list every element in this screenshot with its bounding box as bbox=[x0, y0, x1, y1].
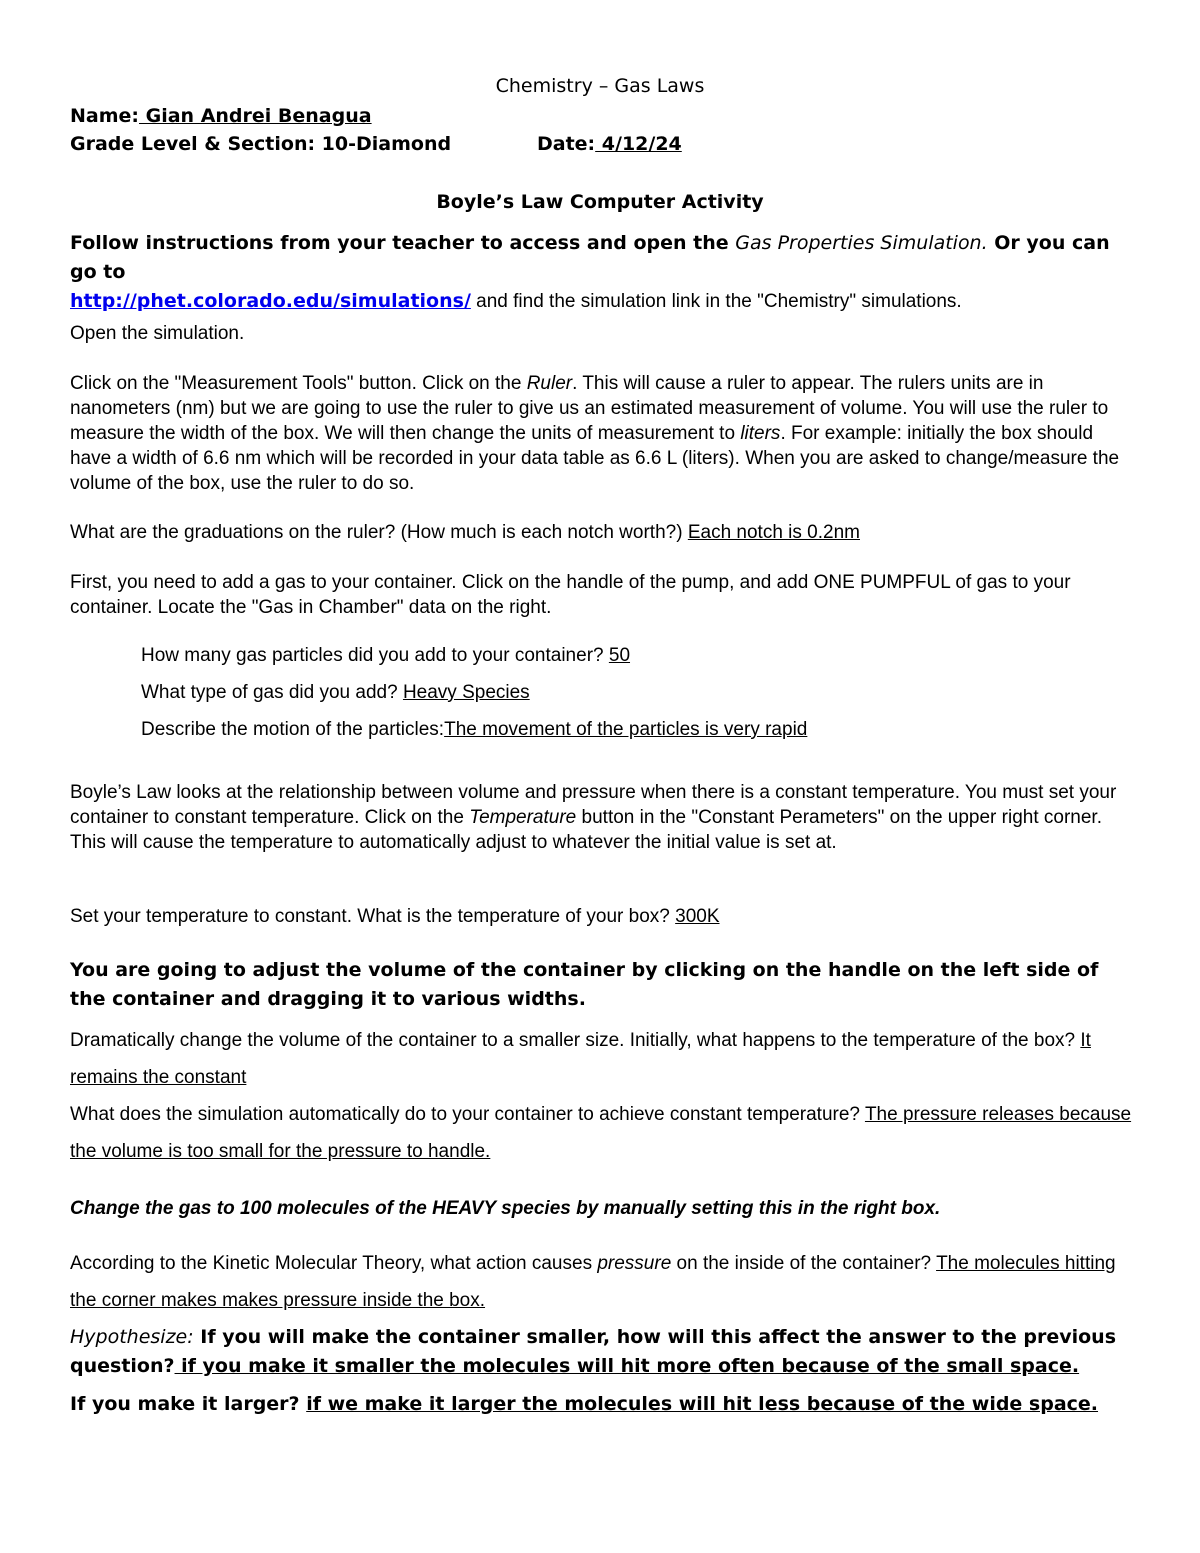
hypothesize-label: Hypothesize: bbox=[70, 1326, 194, 1348]
name-label: Name: bbox=[70, 105, 140, 127]
kinetic-text-1: According to the Kinetic Molecular Theory, what action causes bbox=[70, 1253, 598, 1274]
kinetic-text-2: on the inside of the container? bbox=[671, 1253, 937, 1274]
measurement-text-3: . For example: initially the box should have a width of 6.6 nm which will be recorded in your data table as 6.6 L (liters). When you are asked to change/measure the volume of the box, use the ruler to do so. bbox=[70, 423, 1120, 494]
activity-title: Boyle’s Law Computer Activity bbox=[436, 191, 764, 213]
larger-question-text: If you make it larger? bbox=[70, 1393, 307, 1415]
pressure-term: pressure bbox=[597, 1253, 672, 1274]
intro-text-3: and find the simulation link in the "Chemistry" simulations. bbox=[470, 291, 962, 312]
motion-question bbox=[141, 717, 1131, 742]
course-title: Chemistry – Gas Laws bbox=[495, 75, 705, 97]
larger-answer: if we make it larger the molecules will hit less because of the wide space. bbox=[306, 1393, 1099, 1415]
hypothesize-question bbox=[70, 1323, 1135, 1381]
boyles-text-1: Boyle’s Law looks at the relationship between volume and pressure when there is a constant temperature. You must set your container to constant temperature. Click on the bbox=[70, 782, 1117, 828]
temperature-question-text: Set your temperature to constant. What is the temperature of your box? bbox=[70, 906, 676, 927]
date-line bbox=[537, 132, 682, 156]
change-gas-instruction: Change the gas to 100 molecules of the HEAVY species by manually setting this in the right box. bbox=[70, 1198, 941, 1219]
auto-answer: The pressure releases because the volume is too small for the pressure to handle. bbox=[70, 1104, 1132, 1162]
boyles-law-paragraph bbox=[70, 780, 1135, 855]
graduations-question bbox=[70, 520, 1135, 545]
measurement-text-2: . This will cause a ruler to appear. The rulers units are in nanometers (nm) but we are going to use the ruler to give us an estimated measurement of volume. You will use the ruler to measure the width of the box. We will then change the units of measurement to bbox=[70, 373, 1109, 444]
intro-text-2: Or you can go to bbox=[70, 232, 1110, 283]
temperature-term: Temperature bbox=[469, 807, 577, 828]
dramatic-question-text: Dramatically change the volume of the container to a smaller size. Initially, what happens to the temperature of the box? bbox=[70, 1030, 1081, 1051]
motion-answer: The movement of the particles is very rapid bbox=[444, 719, 808, 740]
student-name-line bbox=[70, 104, 1135, 128]
boyles-text-2: button in the "Constant Perameters" on the upper right corner. This will cause the temperature to automatically adjust to whatever the initial value is set at. bbox=[70, 807, 1102, 853]
temperature-answer: 300K bbox=[675, 906, 720, 927]
measurement-text-1: Click on the "Measurement Tools" button. Click on the bbox=[70, 373, 527, 394]
intro-text-1: Follow instructions from your teacher to access and open the bbox=[70, 232, 736, 254]
intro-paragraph bbox=[70, 230, 1135, 317]
date-value: 4/12/24 bbox=[595, 133, 682, 155]
ruler-term: Ruler bbox=[526, 373, 573, 394]
graduations-answer: Each notch is 0.2nm bbox=[687, 522, 860, 543]
kinetic-answer: The molecules hitting the corner makes makes pressure inside the box. bbox=[70, 1253, 1116, 1311]
larger-question bbox=[70, 1392, 1135, 1416]
hypothesize-question-text: If you will make the container smaller, how will this affect the answer to the previous question? bbox=[70, 1326, 1117, 1377]
auto-question-text: What does the simulation automatically do to your container to achieve constant temperature? bbox=[70, 1104, 865, 1125]
auto-adjust-question bbox=[70, 1096, 1135, 1170]
dramatic-answer: It remains the constant bbox=[70, 1030, 1091, 1088]
particles-count-question bbox=[141, 643, 1131, 668]
graduations-question-text: What are the graduations on the ruler? (How much is each notch worth?) bbox=[70, 522, 688, 543]
liters-term: liters bbox=[740, 423, 781, 444]
phet-link[interactable]: http://phet.colorado.edu/simulations/ bbox=[70, 290, 471, 312]
hypothesize-answer: if you make it smaller the molecules will hit more often because of the small space. bbox=[174, 1355, 1080, 1377]
particles-count-text: How many gas particles did you add to your container? bbox=[141, 645, 609, 666]
name-value: Gian Andrei Benagua bbox=[139, 105, 372, 127]
gas-type-answer: Heavy Species bbox=[402, 682, 530, 703]
open-simulation-text: Open the simulation. bbox=[70, 323, 245, 344]
gas-type-question bbox=[141, 680, 1131, 705]
measurement-paragraph bbox=[70, 371, 1135, 496]
grade-label: Grade Level & Section: 10-Diamond bbox=[70, 133, 452, 155]
date-label: Date: bbox=[537, 133, 596, 155]
gas-type-text: What type of gas did you add? bbox=[141, 682, 403, 703]
particles-count-answer: 50 bbox=[608, 645, 631, 666]
kinetic-theory-question bbox=[70, 1245, 1135, 1319]
first-step-paragraph: First, you need to add a gas to your container. Click on the handle of the pump, and add ONE PUMPFUL of gas to your container. Locate the "Gas in Chamber" data on the right. bbox=[70, 572, 1071, 618]
temperature-question bbox=[70, 904, 1135, 929]
simulation-name: Gas Properties Simulation. bbox=[735, 232, 988, 254]
motion-text: Describe the motion of the particles: bbox=[141, 719, 445, 740]
dramatic-change-question bbox=[70, 1022, 1135, 1096]
adjust-volume-instruction: You are going to adjust the volume of the container by clicking on the handle on the left side of the container and dragging it to various widths. bbox=[70, 959, 1099, 1010]
